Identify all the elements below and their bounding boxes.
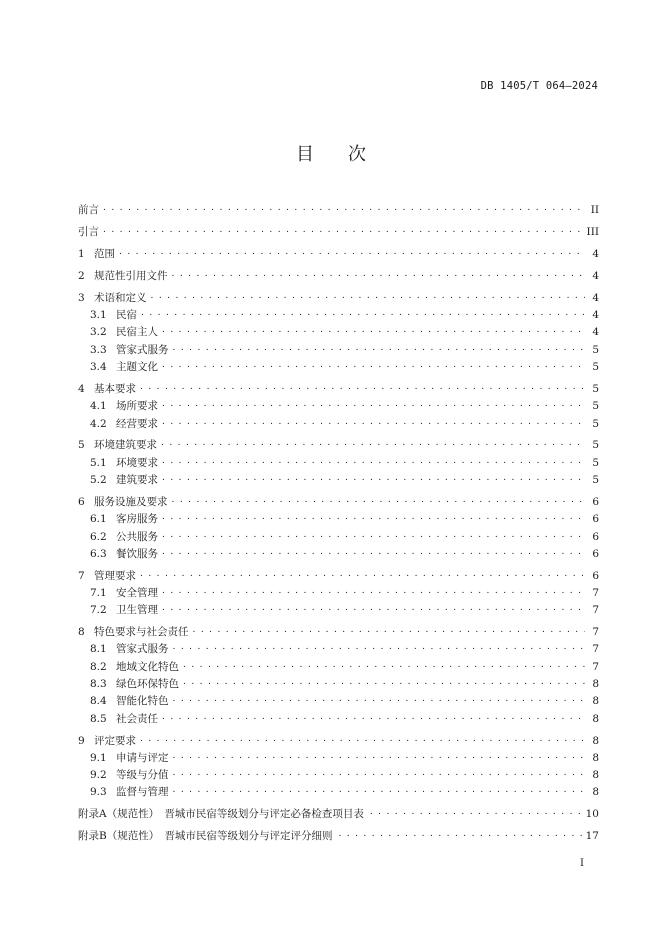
toc-entry-page: 8	[592, 695, 599, 708]
toc-entry-page: 6	[592, 547, 599, 560]
toc-entry-page: 7	[592, 604, 599, 617]
toc-entry-page: 10	[585, 808, 599, 821]
toc-leader-dots	[140, 381, 585, 394]
toc-entry[interactable]	[78, 379, 599, 396]
toc-entry[interactable]	[78, 357, 599, 374]
toc-entry-number: 3.3	[90, 343, 107, 356]
toc-entry-number: 9.2	[90, 769, 107, 782]
toc-entry[interactable]	[78, 639, 599, 656]
toc-entry-number: 6	[78, 495, 85, 508]
toc-leader-dots	[162, 324, 585, 337]
toc-entry-number: 4.2	[90, 417, 107, 430]
toc-entry-page: 6	[592, 495, 599, 508]
toc-entry-page: 8	[592, 751, 599, 764]
toc-entry-label: 绿色环保特色	[116, 678, 179, 691]
toc-entry-page: 6	[592, 569, 599, 582]
toc-entry-page: 5	[592, 361, 599, 374]
toc-entry-number: 5.1	[90, 456, 107, 469]
toc-entry-number: 8.2	[90, 660, 107, 673]
toc-entry-page: 5	[592, 417, 599, 430]
toc-entry-label: 附录A（规范性） 晋城市民宿等级划分与评定必备检查项目表	[78, 808, 364, 821]
toc-entry-page: 4	[592, 291, 599, 304]
toc-leader-dots	[162, 511, 585, 524]
toc-entry-page: 5	[592, 400, 599, 413]
toc-entry-label: 建筑要求	[116, 474, 158, 487]
toc-entry-label: 评定要求	[94, 734, 136, 747]
toc-entry[interactable]	[78, 708, 599, 725]
toc-entry[interactable]	[78, 435, 599, 452]
toc-leader-dots	[173, 767, 586, 780]
toc-entry-page: 5	[592, 439, 599, 452]
toc-entry-label: 范围	[94, 248, 115, 261]
toc-entry-page: 7	[592, 660, 599, 673]
toc-leader-dots	[162, 359, 585, 372]
toc-entry-number: 3.1	[90, 309, 107, 322]
toc-entry-page: II	[590, 204, 599, 217]
toc-entry[interactable]	[78, 804, 599, 821]
toc-entry-number: 5	[78, 439, 85, 452]
toc-leader-dots	[173, 784, 586, 797]
toc-entry-page: 4	[592, 269, 599, 282]
toc-entry-number: 6.3	[90, 547, 107, 560]
toc-leader-dots	[172, 494, 586, 507]
toc-entry-page: 7	[592, 626, 599, 639]
toc-entry-page: 8	[592, 769, 599, 782]
toc-entry-number: 8.3	[90, 678, 107, 691]
toc-leader-dots	[172, 268, 586, 281]
toc-entry-label: 附录B（规范性） 晋城市民宿等级划分与评定评分细则	[78, 830, 333, 843]
toc-entry-number: 8.5	[90, 712, 107, 725]
toc-entry-page: 8	[592, 678, 599, 691]
toc-entry-label: 术语和定义	[94, 291, 147, 304]
table-of-contents	[78, 200, 599, 843]
toc-entry-number: 4	[78, 382, 85, 395]
toc-leader-dots	[173, 641, 586, 654]
toc-entry[interactable]	[78, 748, 599, 765]
toc-entry-number: 4.1	[90, 400, 107, 413]
toc-entry-label: 餐饮服务	[116, 547, 158, 560]
toc-leader-dots	[119, 246, 585, 259]
toc-entry-label: 场所要求	[116, 400, 158, 413]
toc-entry[interactable]	[78, 305, 599, 322]
toc-entry[interactable]	[78, 691, 599, 708]
toc-entry[interactable]	[78, 339, 599, 356]
toc-leader-dots	[173, 342, 586, 355]
toc-leader-dots	[162, 529, 585, 542]
toc-entry[interactable]	[78, 782, 599, 799]
toc-entry[interactable]	[78, 526, 599, 543]
toc-entry[interactable]	[78, 622, 599, 639]
toc-entry-page: 4	[592, 326, 599, 339]
toc-entry-label: 安全管理	[116, 586, 158, 599]
toc-leader-dots	[161, 437, 585, 450]
page-number: I	[580, 858, 584, 869]
toc-entry-label: 申请与评定	[116, 751, 169, 764]
toc-entry-page: 17	[585, 830, 599, 843]
toc-entry-page: III	[586, 226, 599, 239]
toc-entry[interactable]	[78, 322, 599, 339]
toc-leader-dots	[103, 202, 585, 215]
toc-entry-page: 8	[592, 786, 599, 799]
toc-entry-number: 9.3	[90, 786, 107, 799]
toc-leader-dots	[141, 307, 585, 320]
toc-entry-page: 8	[592, 734, 599, 747]
toc-entry-label: 管家式服务	[116, 643, 169, 656]
toc-leader-dots	[162, 416, 585, 429]
toc-entry-page: 8	[592, 712, 599, 725]
toc-entry-label: 环境建筑要求	[94, 439, 157, 452]
toc-entry-number: 2	[78, 269, 85, 282]
toc-leader-dots	[140, 733, 585, 746]
toc-entry-label: 民宿	[116, 309, 137, 322]
toc-entry-label: 管理要求	[94, 569, 136, 582]
toc-entry-label: 主题文化	[116, 361, 158, 374]
toc-entry-label: 社会责任	[116, 712, 158, 725]
toc-entry[interactable]	[78, 765, 599, 782]
toc-leader-dots	[162, 585, 585, 598]
toc-entry-page: 5	[592, 382, 599, 395]
toc-entry[interactable]	[78, 413, 599, 430]
toc-entry-label: 规范性引用文件	[94, 269, 168, 282]
toc-leader-dots	[338, 828, 581, 841]
toc-entry-page: 6	[592, 513, 599, 526]
toc-entry-page: 5	[592, 343, 599, 356]
toc-entry-label: 智能化特色	[116, 695, 169, 708]
toc-leader-dots	[162, 711, 585, 724]
toc-leader-dots	[183, 676, 585, 689]
toc-leader-dots	[162, 455, 585, 468]
toc-entry-number: 7.1	[90, 586, 107, 599]
toc-entry[interactable]	[78, 730, 599, 747]
toc-entry-number: 3.4	[90, 361, 107, 374]
toc-entry[interactable]	[78, 565, 599, 582]
toc-entry[interactable]	[78, 396, 599, 413]
toc-entry-label: 公共服务	[116, 530, 158, 543]
toc-leader-dots	[370, 806, 582, 819]
toc-entry[interactable]	[78, 826, 599, 843]
toc-entry-number: 7	[78, 569, 85, 582]
toc-leader-dots	[162, 546, 585, 559]
toc-entry-number: 3	[78, 291, 85, 304]
document-code: DB 1405/T 064—2024	[480, 80, 598, 92]
toc-leader-dots	[140, 568, 585, 581]
toc-entry[interactable]	[78, 470, 599, 487]
toc-entry-number: 9.1	[90, 751, 107, 764]
toc-leader-dots	[162, 398, 585, 411]
toc-entry-label: 服务设施及要求	[94, 495, 168, 508]
toc-entry[interactable]	[78, 452, 599, 469]
toc-entry-number: 8.4	[90, 695, 107, 708]
toc-leader-dots	[173, 693, 586, 706]
toc-entry-label: 特色要求与社会责任	[94, 626, 189, 639]
toc-entry[interactable]	[78, 244, 599, 261]
toc-entry-number: 6.2	[90, 530, 107, 543]
toc-entry-label: 前言	[78, 204, 99, 217]
toc-leader-dots	[173, 750, 586, 763]
toc-entry[interactable]	[78, 266, 599, 283]
toc-entry-page: 4	[592, 248, 599, 261]
toc-leader-dots	[162, 602, 585, 615]
toc-entry-label: 管家式服务	[116, 343, 169, 356]
toc-entry[interactable]	[78, 544, 599, 561]
toc-entry-page: 5	[592, 474, 599, 487]
toc-entry-number: 1	[78, 248, 85, 261]
toc-entry-page: 4	[592, 309, 599, 322]
toc-entry[interactable]	[78, 509, 599, 526]
toc-entry-label: 客房服务	[116, 513, 158, 526]
toc-entry[interactable]	[78, 600, 599, 617]
toc-entry[interactable]	[78, 674, 599, 691]
toc-entry[interactable]	[78, 583, 599, 600]
toc-leader-dots	[193, 624, 586, 637]
toc-entry-number: 8.1	[90, 643, 107, 656]
toc-entry-number: 9	[78, 734, 85, 747]
toc-entry-number: 8	[78, 626, 85, 639]
toc-entry[interactable]	[78, 288, 599, 305]
toc-entry-label: 经营要求	[116, 417, 158, 430]
toc-entry[interactable]	[78, 492, 599, 509]
toc-entry-label: 等级与分值	[116, 769, 169, 782]
toc-leader-dots	[162, 472, 585, 485]
toc-entry-page: 6	[592, 530, 599, 543]
toc-entry-label: 卫生管理	[116, 604, 158, 617]
toc-entry-label: 地域文化特色	[116, 660, 179, 673]
toc-entry-page: 5	[592, 456, 599, 469]
toc-leader-dots	[103, 224, 583, 237]
toc-entry-number: 5.2	[90, 474, 107, 487]
toc-entry-label: 引言	[78, 226, 99, 239]
page-title: 目次	[296, 144, 400, 165]
toc-entry-number: 6.1	[90, 513, 107, 526]
toc-entry-number: 7.2	[90, 604, 107, 617]
toc-entry-label: 民宿主人	[116, 326, 158, 339]
toc-entry[interactable]	[78, 222, 599, 239]
toc-leader-dots	[183, 659, 585, 672]
toc-entry-number: 3.2	[90, 326, 107, 339]
toc-entry-page: 7	[592, 643, 599, 656]
toc-entry[interactable]	[78, 200, 599, 217]
toc-leader-dots	[151, 290, 586, 303]
toc-entry-page: 7	[592, 586, 599, 599]
toc-entry-label: 基本要求	[94, 382, 136, 395]
toc-entry-label: 环境要求	[116, 456, 158, 469]
toc-entry[interactable]	[78, 656, 599, 673]
toc-entry-label: 监督与管理	[116, 786, 169, 799]
